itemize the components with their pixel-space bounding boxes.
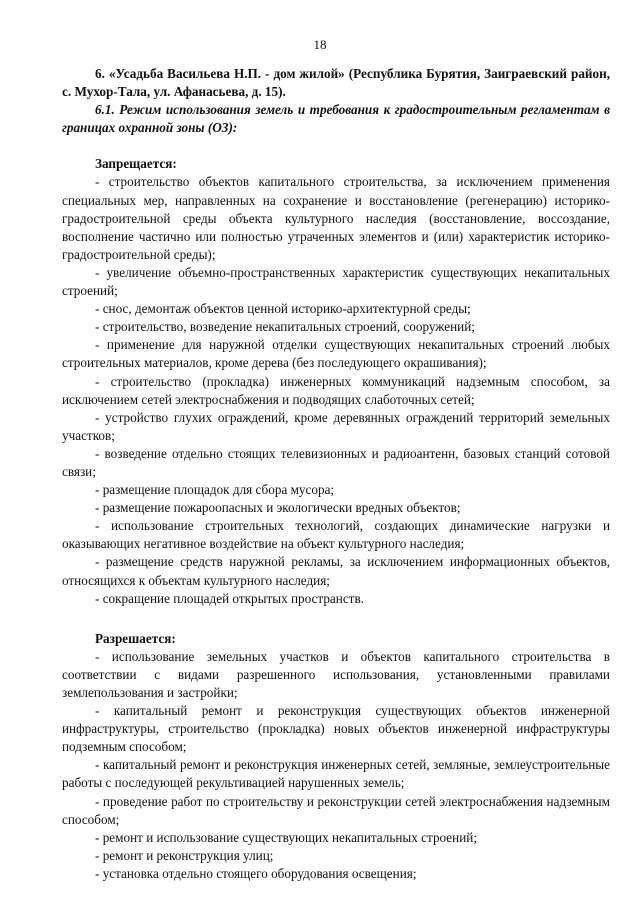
prohibited-list: [62, 173, 610, 607]
list-item: - строительство, возведение некапитальных строений, сооружений;: [95, 319, 475, 335]
list-item: - капитальный ремонт и реконструкция инженерных сетей, земляные, землеустроительные работы с последующей рекультивацией нарушенных земель;: [62, 757, 610, 791]
list-item: - установка отдельно стоящего оборудования освещения;: [95, 865, 417, 881]
page-number: 18: [313, 37, 327, 52]
list-item: - увеличение объемно-пространственных характеристик существующих некапитальных строений;: [62, 264, 610, 299]
subsection-heading: 6.1. Режим использования земель и требования к градостроительным регламентам в границах охранной зоны (ОЗ):: [62, 102, 610, 136]
list-item: - использование строительных технологий, создающих динамические нагрузки и оказывающих негативное воздействие на объект культурного наследия;: [62, 518, 610, 552]
section-heading: 6. «Усадьба Васильева Н.П. - дом жилой» (Республика Бурятия, Заиграевский район, с. Мухор-Тала, ул. Афанасьева, д. 15).: [62, 66, 610, 100]
allowed-list: [62, 648, 610, 883]
list-item: - строительство объектов капитального строительства, за исключением применения специальных мер, направленных на сохранение и восстановление (регенерацию) историко-градостроительной среды объекта культурного наследия (восстановление, воссоздание, восполнение частично или полностью утраченных элементов и (или) характеристик историко-градостроительной среды);: [62, 174, 610, 262]
list-item: - проведение работ по строительству и реконструкции сетей электроснабжения надземным способом;: [62, 793, 610, 827]
list-item: - применение для наружной отделки существующих некапитальных строений любых строительных материалов, кроме дерева (без последующего окрашивания);: [62, 337, 610, 371]
list-item: - ремонт и использование существующих некапитальных строений;: [95, 829, 477, 845]
list-item: - строительство (прокладка) инженерных коммуникаций надземным способом, за исключением сетей электроснабжения и подводящих слаботочных сетей;: [62, 373, 610, 407]
list-item: - сокращение площадей открытых пространств.: [95, 590, 364, 606]
list-item: - устройство глухих ограждений, кроме деревянных ограждений территорий земельных участков;: [62, 409, 610, 443]
prohibited-label: Запрещается:: [95, 156, 177, 172]
list-item: - использование земельных участков и объектов капитального строительства в соответствии с видами разрешенного использования, установленными правилами землепользования и застройки;: [62, 648, 610, 700]
allowed-label: Разрешается:: [95, 630, 176, 646]
list-item: - размещение площадок для сбора мусора;: [95, 482, 335, 498]
list-item: - возведение отдельно стоящих телевизионных и радиоантенн, базовых станций сотовой связи;: [62, 445, 610, 479]
document-body: [62, 65, 610, 883]
list-item: - снос, демонтаж объектов ценной историко-архитектурной среды;: [95, 301, 471, 317]
list-item: - капитальный ремонт и реконструкция существующих объектов инженерной инфраструктуры, строительство (прокладка) новых объектов инженерной инфраструктуры подземным способом;: [62, 703, 610, 755]
list-item: - размещение средств наружной рекламы, за исключением информационных объектов, относящихся к объектам культурного наследия;: [62, 554, 610, 588]
list-item: - ремонт и реконструкция улиц;: [95, 847, 274, 863]
list-item: - размещение пожароопасных и экологически вредных объектов;: [95, 500, 461, 516]
